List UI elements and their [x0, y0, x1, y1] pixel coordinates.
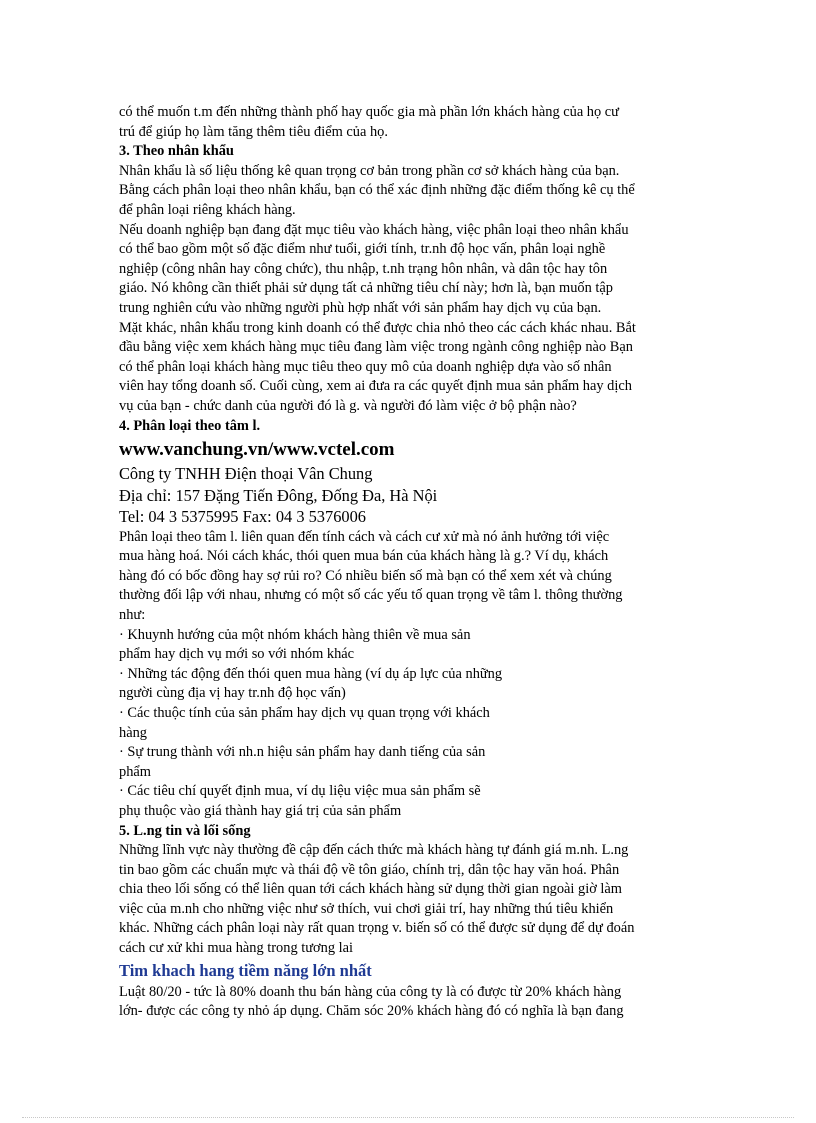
text-line: khác. Những cách phân loại này rất quan trọng v. biến số có thể được sử dụng để dự đoán — [119, 920, 635, 937]
text-line: có thể bao gồm một số đặc điểm như tuổi, giới tính, tr.nh độ học vấn, phân loại nghề — [119, 241, 606, 258]
text-line: thường đối lập với nhau, nhưng có một số các yếu tố quan trọng về tâm l. thông thường — [119, 587, 623, 604]
intro-paragraph — [119, 103, 699, 142]
text-line: cách cư xử khi mua hàng trong tương lai — [119, 940, 354, 957]
heading-psychographics: 4. Phân loại theo tâm l. — [119, 417, 261, 434]
text-line: viên hay tổng doanh số. Cuối cùng, xem ai đưa ra các quyết định mua sản phẩm hay dịch — [119, 378, 632, 395]
text-line: tin bao gồm các chuẩn mực và thái độ về tôn giáo, chính trị, dân tộc hay văn hoá. Phân — [119, 861, 620, 878]
text-line: Luật 80/20 - tức là 80% doanh thu bán hàng của công ty là có được từ 20% khách hàng — [119, 983, 622, 1000]
section-title: Tim khach hang tiềm năng lớn nhất — [119, 960, 372, 980]
text-line: giáo. Nó không cần thiết phải sử dụng tất cả những tiêu chí này; hơn là, bạn muốn tập — [119, 280, 613, 297]
text-line: Bằng cách phân loại theo nhân khẩu, bạn có thể xác định những đặc điểm thống kê cụ thể — [119, 182, 635, 199]
closing-paragraph — [119, 983, 699, 1022]
beliefs-paragraph — [119, 841, 699, 959]
list-item: · Các thuộc tính của sản phẩm hay dịch vụ quan trọng với khách — [119, 704, 490, 721]
text-line: nghiệp (công nhân hay công chức), thu nhập, t.nh trạng hôn nhân, và dân tộc hay tôn — [119, 260, 608, 277]
text-line: đầu bằng việc xem khách hàng mục tiêu đang làm việc trong ngành công nghiệp nào Bạn — [119, 339, 633, 356]
company-address: Địa chỉ: 157 Đặng Tiến Đông, Đống Đa, Hà Nội — [119, 485, 438, 505]
list-item: phẩm — [119, 763, 151, 780]
text-line: Những lĩnh vực này thường đề cập đến cách thức mà khách hàng tự đánh giá m.nh. L.ng — [119, 842, 629, 859]
text-line: Phân loại theo tâm l. liên quan đến tính cách và cách cư xử mà nó ảnh hưởng tới việc — [119, 528, 610, 545]
list-item: · Những tác động đến thói quen mua hàng (ví dụ áp lực của những — [119, 665, 503, 682]
text-line: Nếu doanh nghiệp bạn đang đặt mục tiêu vào khách hàng, việc phân loại theo nhân khẩu — [119, 221, 629, 238]
heading-demographics: 3. Theo nhân khẩu — [119, 143, 234, 160]
intro-line: có thể muốn t.m đến những thành phố hay quốc gia mà phần lớn khách hàng của họ cư — [119, 104, 619, 120]
list-item: · Các tiêu chí quyết định mua, ví dụ liệu việc mua sản phẩm sẽ — [119, 783, 481, 800]
list-item: phẩm hay dịch vụ mới so với nhóm khác — [119, 646, 355, 663]
page-bottom-divider — [22, 1117, 794, 1118]
company-name: Công ty TNHH Điện thoại Vân Chung — [119, 464, 373, 484]
text-line: như: — [119, 606, 146, 623]
demographics-paragraph — [119, 162, 699, 417]
psychographics-paragraph — [119, 528, 699, 822]
intro-line: trú để giúp họ làm tăng thêm tiêu điểm của họ. — [119, 123, 388, 140]
text-line: chia theo lối sống có thể liên quan tới cách khách hàng sử dụng thời gian ngoài giờ làm — [119, 881, 623, 898]
list-item: · Khuynh hướng của một nhóm khách hàng thiên về mua sản — [119, 626, 471, 643]
list-item: phụ thuộc vào giá thành hay giá trị của sản phẩm — [119, 802, 402, 819]
list-item: người cùng địa vị hay tr.nh độ học vấn) — [119, 685, 346, 702]
list-item: · Sự trung thành với nh.n hiệu sản phẩm hay danh tiếng của sản — [119, 744, 486, 761]
document-page — [119, 103, 699, 1022]
text-line: trung nghiên cứu vào những người phù hợp nhất với sản phẩm hay dịch vụ của bạn. — [119, 299, 602, 316]
heading-beliefs-lifestyle: 5. L.ng tin và lối sống — [119, 822, 251, 839]
list-item: hàng — [119, 724, 147, 741]
text-line: hàng đó có bốc đồng hay sợ rủi ro? Có nhiều biến số mà bạn có thể xem xét và chúng — [119, 567, 612, 584]
text-line: để phân loại riêng khách hàng. — [119, 201, 296, 218]
website-link[interactable]: www.vanchung.vn/www.vctel.com — [119, 439, 395, 461]
text-line: Nhân khẩu là số liệu thống kê quan trọng cơ bản trong phần cơ sở khách hàng của bạn. — [119, 162, 620, 179]
company-phone: Tel: 04 3 5375995 Fax: 04 3 5376006 — [119, 507, 366, 527]
text-line: mua hàng hoá. Nói cách khác, thói quen mua bán của khách hàng là g.? Ví dụ, khách — [119, 548, 609, 565]
company-info — [119, 463, 699, 528]
text-line: lớn- được các công ty nhỏ áp dụng. Chăm sóc 20% khách hàng đó có nghĩa là bạn đang — [119, 1003, 624, 1020]
text-line: Mặt khác, nhân khẩu trong kinh doanh có thể được chia nhỏ theo các cách khác nhau. Bắt — [119, 319, 636, 336]
text-line: việc của m.nh cho những việc như sở thích, vui chơi giải trí, hay những thú tiêu khiển — [119, 900, 614, 917]
text-line: có thể phân loại khách hàng mục tiêu theo quy mô của doanh nghiệp dựa vào số nhân — [119, 358, 612, 375]
text-line: vụ của bạn - chức danh của người đó là g. và người đó làm việc ở bộ phận nào? — [119, 397, 577, 414]
